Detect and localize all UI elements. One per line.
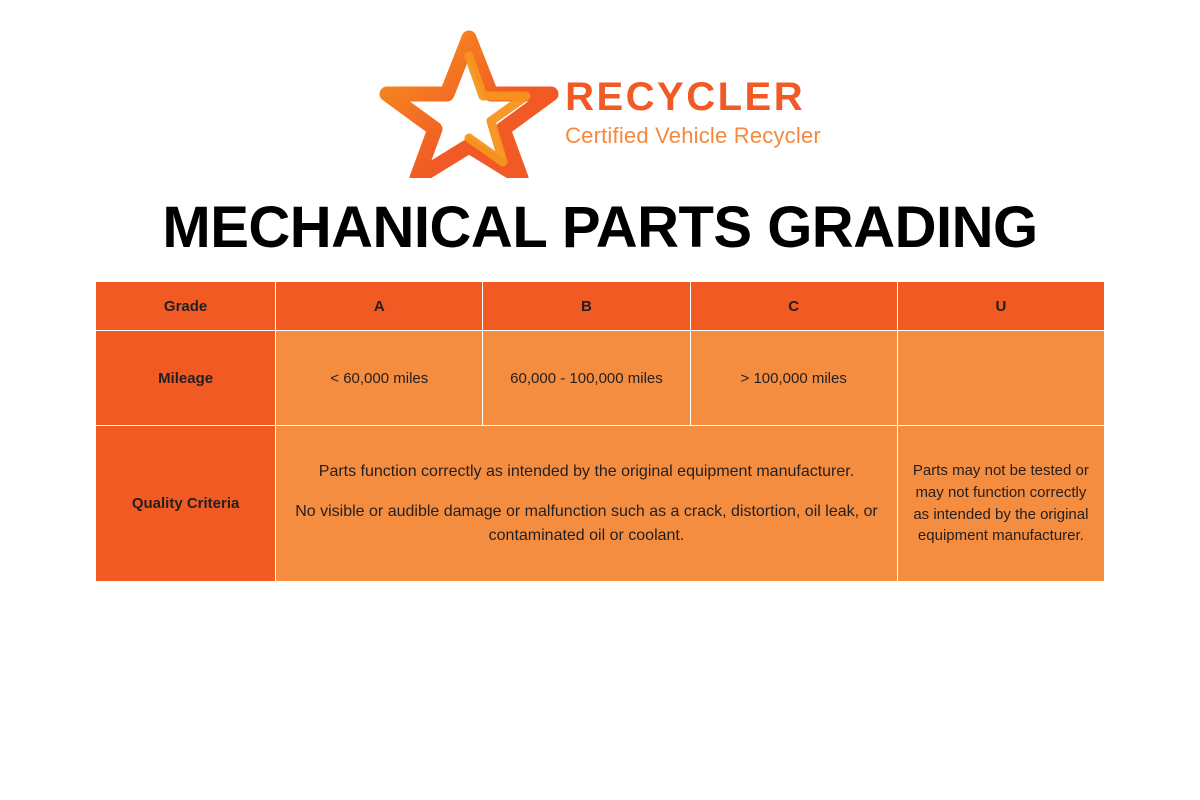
header-cell-b: B	[483, 282, 690, 331]
logo-subtitle: Certified Vehicle Recycler	[565, 123, 821, 148]
header-cell-grade: Grade	[96, 282, 276, 331]
mileage-u	[897, 331, 1104, 426]
page-title: MECHANICAL PARTS GRADING	[162, 195, 1038, 260]
table-row	[96, 426, 1105, 582]
star-icon	[379, 28, 559, 178]
mileage-b: 60,000 - 100,000 miles	[483, 331, 690, 426]
table-row	[96, 331, 1105, 426]
header-cell-a: A	[276, 282, 483, 331]
header-cell-u: U	[897, 282, 1104, 331]
logo-inner	[379, 28, 821, 178]
row-label-mileage: Mileage	[96, 331, 276, 426]
brand-logo	[0, 28, 1200, 178]
mileage-c: > 100,000 miles	[690, 331, 897, 426]
grading-table	[95, 281, 1105, 582]
logo-title: RECYCLER	[565, 75, 806, 119]
header-cell-c: C	[690, 282, 897, 331]
table-header-row	[96, 282, 1105, 331]
quality-criteria-line-2: No visible or audible damage or malfunction such as a crack, distortion, oil leak, or contaminated oil or coolant.	[295, 502, 878, 544]
quality-criteria-line-1: Parts function correctly as intended by the original equipment manufacturer.	[318, 462, 855, 480]
quality-criteria-abc	[276, 426, 898, 582]
logo-text	[565, 59, 821, 147]
quality-criteria-u: Parts may not be tested or may not function correctly as intended by the original equipment manufacturer.	[897, 426, 1104, 582]
mileage-a: < 60,000 miles	[276, 331, 483, 426]
row-label-quality-criteria: Quality Criteria	[96, 426, 276, 582]
